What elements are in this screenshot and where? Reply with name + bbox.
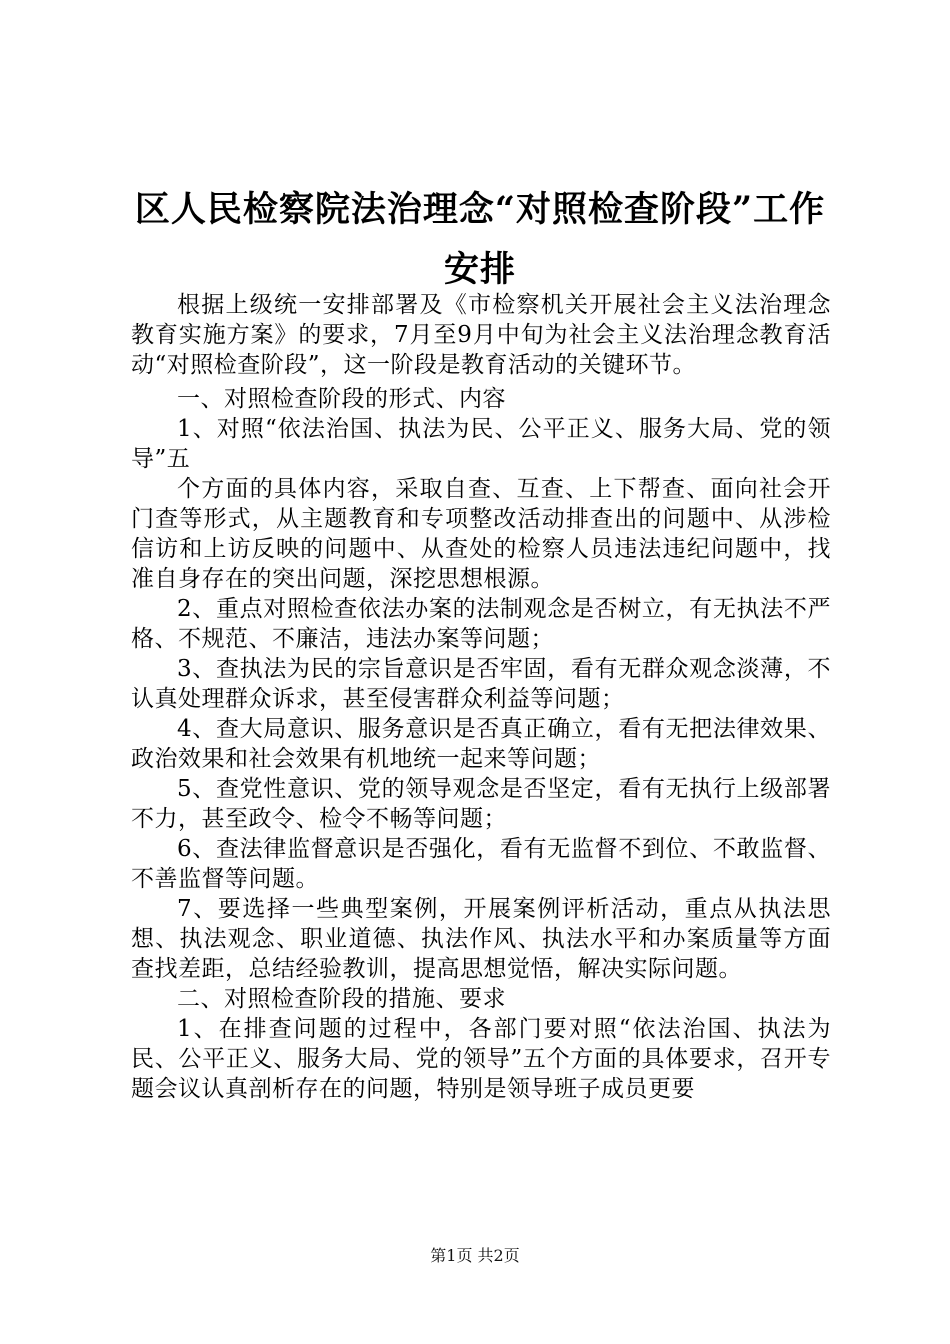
paragraph-item-3: 3、查执法为民的宗旨意识是否牢固，看有无群众观念淡薄，不认真处理群众诉求，甚至侵害群众利益等问题； <box>131 656 831 712</box>
paragraph-item-5: 5、查党性意识、党的领导观念是否坚定，看有无执行上级部署不力，甚至政令、检令不畅等问题； <box>131 776 831 832</box>
paragraph-item-1: 1、对照“依法治国、执法为民、公平正义、服务大局、党的领导”五 <box>131 416 831 472</box>
paragraph-item-7: 7、要选择一些典型案例，开展案例评析活动，重点从执法思想、执法观念、职业道德、执法作风、执法水平和办案质量等方面查找差距，总结经验教训，提高思想觉悟，解决实际问题。 <box>131 896 831 982</box>
paragraph-item-6: 6、查法律监督意识是否强化，看有无监督不到位、不敢监督、不善监督等问题。 <box>131 836 831 892</box>
document-body <box>131 290 831 1104</box>
paragraph-section-2-item-1: 1、在排查问题的过程中，各部门要对照“依法治国、执法为民、公平正义、服务大局、党的领导”五个方面的具体要求，召开专题会议认真剖析存在的问题，特别是领导班子成员更要 <box>131 1016 831 1102</box>
paragraph-intro: 根据上级统一安排部署及《市检察机关开展社会主义法治理念教育实施方案》的要求，7月至9月中旬为社会主义法治理念教育活动“对照检查阶段”，这一阶段是教育活动的关键环节。 <box>131 292 831 378</box>
paragraph-item-2: 2、重点对照检查依法办案的法制观念是否树立，有无执法不严格、不规范、不廉洁，违法办案等问题； <box>131 596 831 652</box>
document-title: 区人民检察院法治理念“对照检查阶段”工作安排 <box>134 189 826 290</box>
section-heading-2: 二、对照检查阶段的措施、要求 <box>177 986 506 1012</box>
paragraph-item-1-continued: 个方面的具体内容，采取自查、互查、上下帮查、面向社会开门查等形式，从主题教育和专项整改活动排查出的问题中、从涉检信访和上访反映的问题中、从查处的检察人员违法违纪问题中，找准自身存在的突出问题，深挖思想根源。 <box>131 476 831 592</box>
page-footer: 第1页 共2页 <box>430 1246 520 1265</box>
section-heading-1: 一、对照检查阶段的形式、内容 <box>177 386 506 412</box>
paragraph-item-4: 4、查大局意识、服务意识是否真正确立，看有无把法律效果、政治效果和社会效果有机地统一起来等问题； <box>131 716 831 772</box>
